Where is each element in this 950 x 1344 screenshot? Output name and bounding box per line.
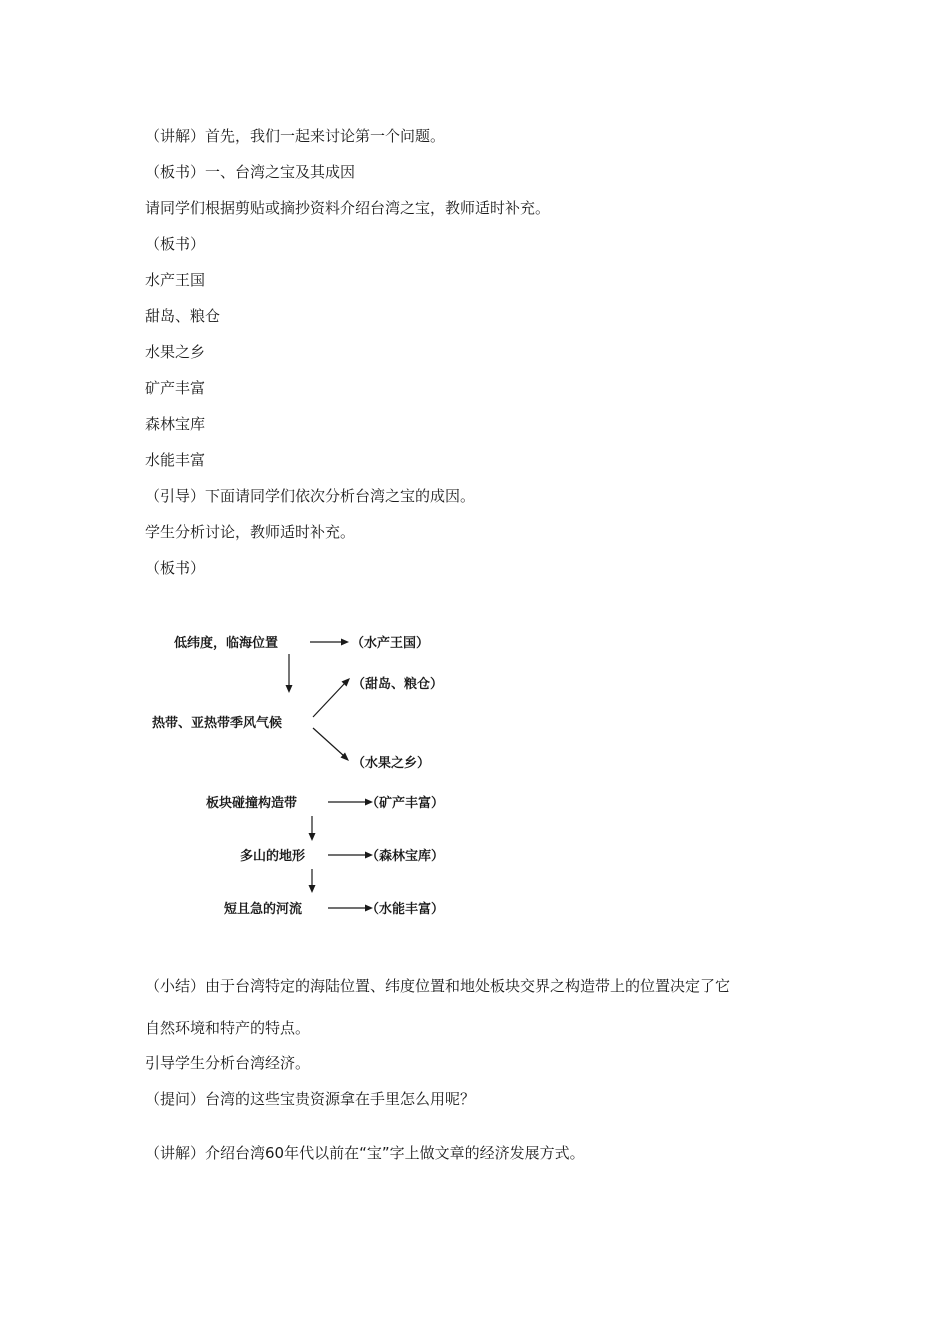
paragraph-guide: （引导）下面请同学们依次分析台湾之宝的成因。 xyxy=(145,487,476,505)
paragraph-discussion: 学生分析讨论，教师适时补充。 xyxy=(145,523,356,541)
list-item-sugar-grain: 甜岛、粮仓 xyxy=(145,307,221,325)
list-item-fruit: 水果之乡 xyxy=(145,343,206,361)
diagram-result-fruit: （水果之乡） xyxy=(352,756,431,771)
diagram-cause-climate: 热带、亚热带季风气候 xyxy=(152,716,283,731)
list-item-fishery: 水产王国 xyxy=(145,271,206,289)
paragraph-economy-guide: 引导学生分析台湾经济。 xyxy=(145,1054,311,1072)
arrowhead xyxy=(341,639,349,646)
diagram-cause-location: 低纬度，临海位置 xyxy=(174,636,279,651)
arrow-climate-to-sugar xyxy=(313,683,345,717)
cause-effect-diagram xyxy=(140,620,460,930)
diagram-result-forest: （森林宝库） xyxy=(366,849,445,864)
paragraph-explain-intro: （讲解）首先，我们一起来讨论第一个问题。 xyxy=(145,127,446,145)
diagram-cause-mountain: 多山的地形 xyxy=(240,849,306,864)
diagram-result-sugar: （甜岛、粮仓） xyxy=(352,677,444,692)
paragraph-summary-line1: （小结）由于台湾特定的海陆位置、纬度位置和地处板块交界之构造带上的位置决定了它 xyxy=(145,977,731,995)
diagram-result-fishery: （水产王国） xyxy=(351,636,430,651)
arrowhead xyxy=(309,885,316,893)
arrowhead xyxy=(286,685,293,693)
paragraph-summary-line2: 自然环境和特产的特点。 xyxy=(145,1019,311,1037)
diagram-result-mineral: （矿产丰富） xyxy=(366,796,445,811)
paragraph-board-label: （板书） xyxy=(145,235,206,253)
paragraph-board-heading: （板书）一、台湾之宝及其成因 xyxy=(145,163,356,181)
list-item-mineral: 矿产丰富 xyxy=(145,379,206,397)
diagram-cause-river: 短且急的河流 xyxy=(224,902,303,917)
paragraph-explain-economy: （讲解）介绍台湾60年代以前在“宝”字上做文章的经济发展方式。 xyxy=(145,1144,585,1162)
paragraph-question: （提问）台湾的这些宝贵资源拿在手里怎么用呢？ xyxy=(145,1090,476,1108)
paragraph-student-task: 请同学们根据剪贴或摘抄资料介绍台湾之宝，教师适时补充。 xyxy=(145,199,551,217)
arrowhead xyxy=(309,833,316,841)
diagram-cause-plate: 板块碰撞构造带 xyxy=(206,796,298,811)
list-item-hydro: 水能丰富 xyxy=(145,451,206,469)
paragraph-board-label-2: （板书） xyxy=(145,559,206,577)
arrow-climate-to-fruit xyxy=(313,728,344,756)
list-item-forest: 森林宝库 xyxy=(145,415,206,433)
diagram-result-hydro: （水能丰富） xyxy=(366,902,445,917)
